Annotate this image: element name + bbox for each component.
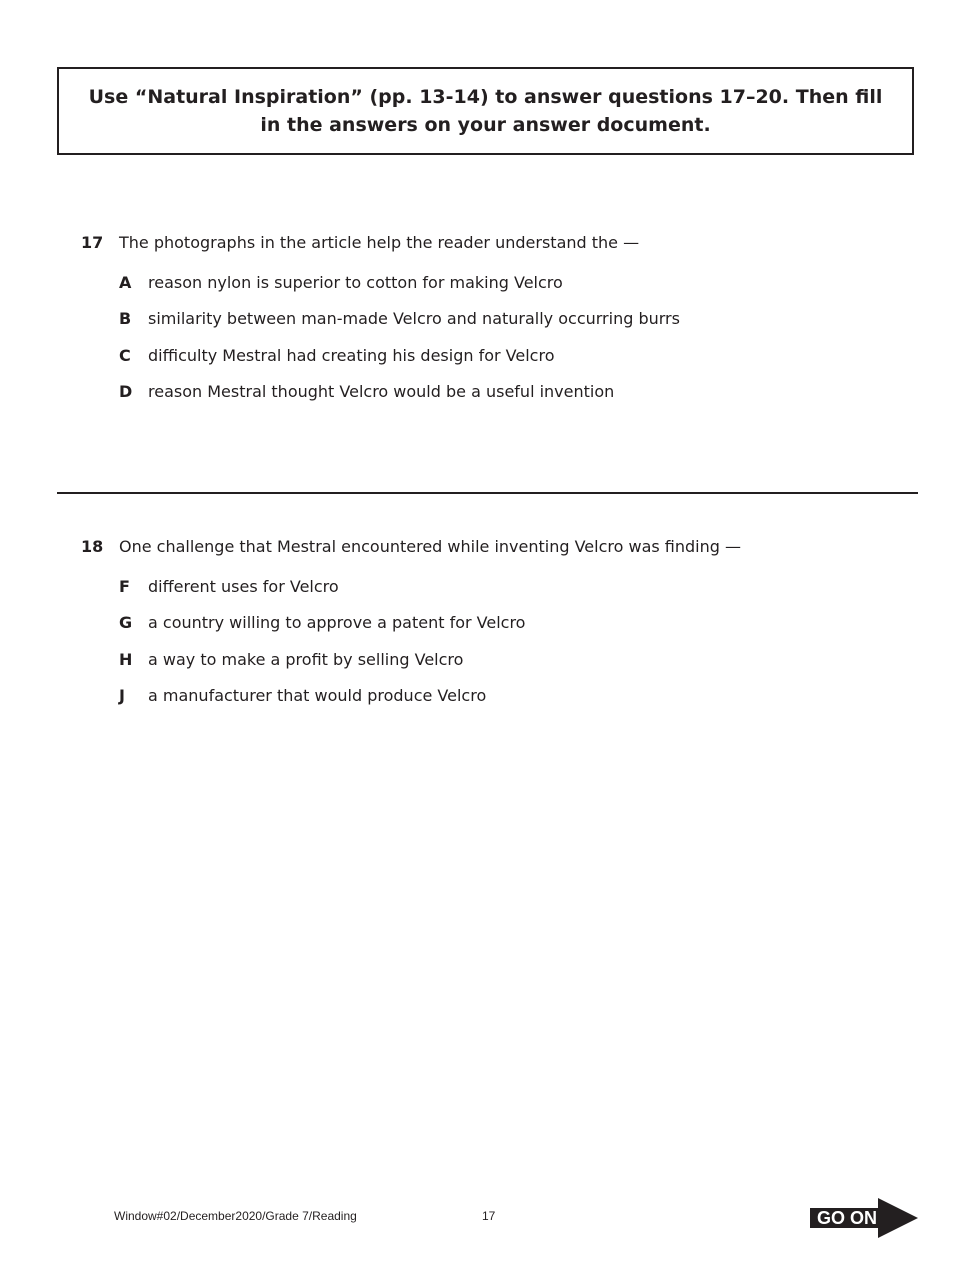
question-number: 18	[81, 537, 104, 556]
answer-option-b[interactable]	[119, 309, 921, 329]
answer-options	[81, 273, 921, 402]
page-number: 17	[482, 1209, 496, 1223]
answer-option-g[interactable]	[119, 613, 921, 633]
option-letter: A	[119, 273, 132, 292]
section-divider	[57, 492, 918, 494]
answer-options	[81, 577, 921, 706]
question-17	[81, 233, 921, 402]
question-stem	[81, 233, 921, 253]
instruction-text: Use “Natural Inspiration” (pp. 13-14) to answer questions 17–20. Then fill in the answers on your answer document.	[88, 86, 883, 136]
answer-option-j[interactable]	[119, 686, 921, 706]
option-letter: G	[119, 613, 133, 633]
option-text: different uses for Velcro	[148, 577, 339, 596]
question-text: The photographs in the article help the reader understand the —	[119, 233, 640, 252]
option-text: difficulty Mestral had creating his design for Velcro	[148, 345, 555, 365]
instruction-box	[57, 67, 914, 155]
answer-option-h[interactable]	[119, 650, 921, 670]
option-text: reason Mestral thought Velcro would be a useful invention	[148, 381, 615, 401]
go-on-button[interactable]	[810, 1198, 920, 1238]
option-text: reason nylon is superior to cotton for making Velcro	[148, 273, 563, 292]
question-stem	[81, 537, 921, 557]
option-letter: C	[119, 345, 131, 365]
go-on-label: GO ON	[816, 1208, 877, 1228]
answer-option-a[interactable]	[119, 273, 921, 293]
option-letter: D	[119, 381, 133, 401]
question-number: 17	[81, 233, 104, 252]
option-letter: B	[119, 309, 132, 329]
answer-option-d[interactable]	[119, 382, 921, 402]
option-text: a way to make a profit by selling Velcro	[148, 649, 464, 669]
option-letter: F	[119, 577, 130, 596]
answer-option-f[interactable]	[119, 577, 921, 597]
option-text: a manufacturer that would produce Velcro	[148, 685, 487, 705]
option-text: similarity between man-made Velcro and naturally occurring burrs	[148, 309, 680, 329]
option-letter: H	[119, 649, 133, 669]
option-letter: J	[119, 685, 125, 705]
question-18	[81, 537, 921, 706]
footer-source: Window#02/December2020/Grade 7/Reading	[114, 1209, 357, 1223]
question-text: One challenge that Mestral encountered while inventing Velcro was finding —	[119, 537, 741, 556]
option-text: a country willing to approve a patent for Velcro	[148, 613, 526, 633]
answer-option-c[interactable]	[119, 346, 921, 366]
